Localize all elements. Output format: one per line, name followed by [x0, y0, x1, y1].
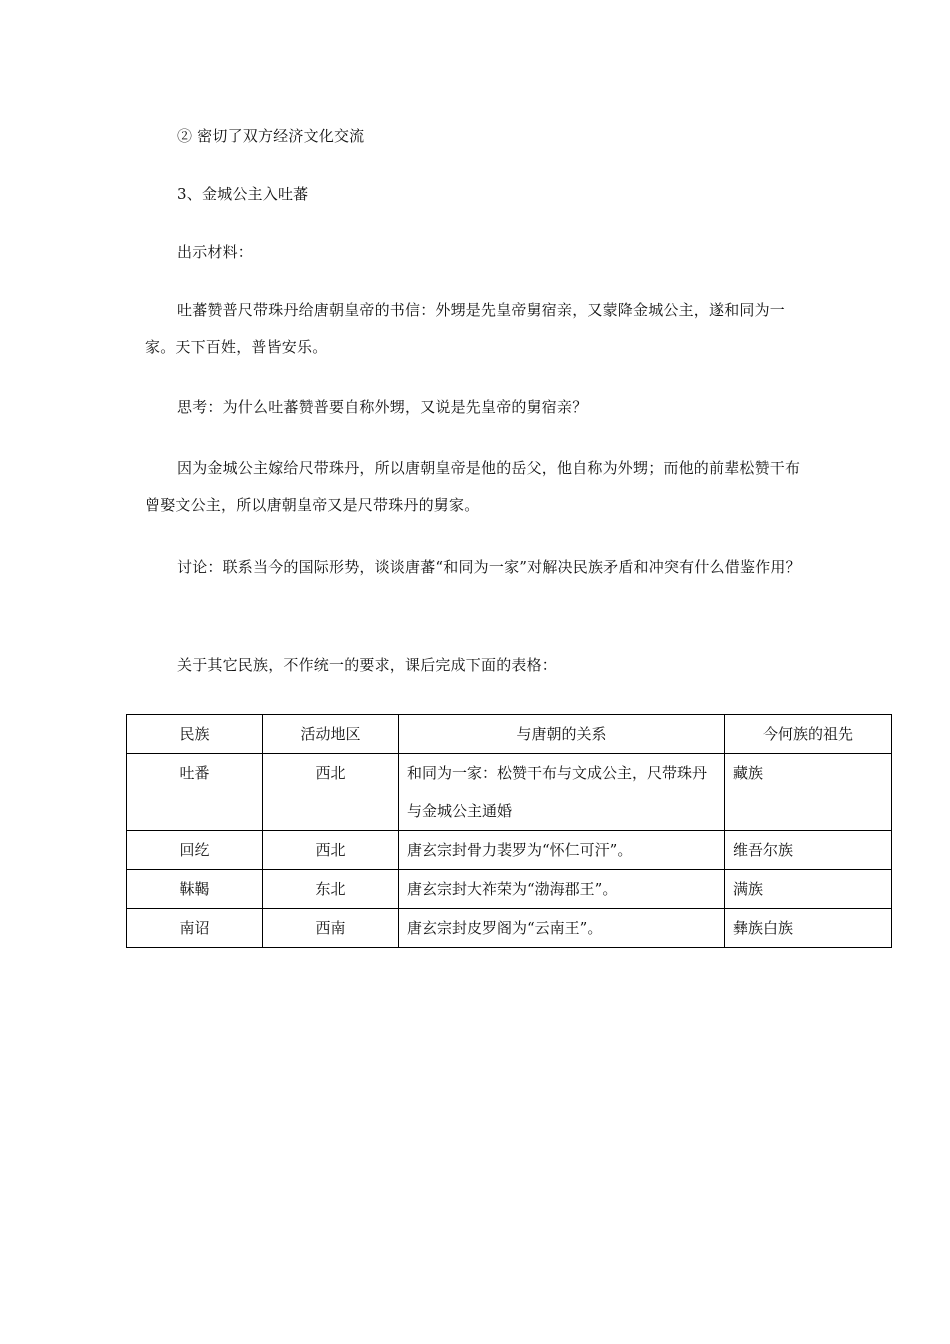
paragraph-letter-quote: 吐蕃赞普尺带珠丹给唐朝皇帝的书信：外甥是先皇帝舅宿亲，又蒙降金城公主，遂和同为一家。天下百姓，普皆安乐。	[145, 301, 786, 356]
header-activity-region: 活动地区	[263, 715, 399, 754]
table-row	[127, 831, 892, 870]
cell-ancestor: 维吾尔族	[725, 831, 892, 870]
cell-region: 西北	[263, 831, 399, 870]
paragraph-economic-exchange: ② 密切了双方经济文化交流	[177, 127, 365, 145]
cell-ancestor: 满族	[725, 870, 892, 909]
cell-region: 西南	[263, 909, 399, 948]
cell-ancestor: 彝族白族	[725, 909, 892, 948]
cell-relation: 唐玄宗封皮罗阁为“云南王”。	[399, 909, 725, 948]
paragraph-answer: 因为金城公主嫁给尺带珠丹，所以唐朝皇帝是他的岳父，他自称为外甥；而他的前辈松赞干布曾娶文公主，所以唐朝皇帝又是尺带珠丹的舅家。	[145, 459, 801, 514]
cell-ethnic-group: 靺鞨	[127, 870, 263, 909]
section-heading-jincheng: 3、金城公主入吐蕃	[177, 185, 309, 203]
table-row	[127, 870, 892, 909]
header-modern-ancestor: 今何族的祖先	[725, 715, 892, 754]
ethnic-groups-table	[126, 714, 892, 948]
cell-ethnic-group: 南诏	[127, 909, 263, 948]
paragraph-table-intro: 关于其它民族，不作统一的要求，课后完成下面的表格：	[177, 656, 558, 674]
cell-relation: 和同为一家：松赞干布与文成公主，尺带珠丹与金城公主通婚	[399, 754, 725, 831]
cell-region: 东北	[263, 870, 399, 909]
cell-relation: 唐玄宗封大祚荣为“渤海郡王”。	[399, 870, 725, 909]
paragraph-show-material: 出示材料：	[177, 243, 254, 261]
paragraph-question: 思考：为什么吐蕃赞普要自称外甥，又说是先皇帝的舅宿亲？	[177, 398, 588, 416]
cell-ancestor: 藏族	[725, 754, 892, 831]
paragraph-discussion: 讨论：联系当今的国际形势，谈谈唐蕃“和同为一家”对解决民族矛盾和冲突有什么借鉴作用？	[177, 558, 801, 576]
cell-relation: 唐玄宗封骨力裴罗为“怀仁可汗”。	[399, 831, 725, 870]
header-relation-with-tang: 与唐朝的关系	[399, 715, 725, 754]
table-row	[127, 909, 892, 948]
cell-region: 西北	[263, 754, 399, 831]
cell-ethnic-group: 吐番	[127, 754, 263, 831]
table-row	[127, 754, 892, 831]
header-ethnic-group: 民族	[127, 715, 263, 754]
cell-ethnic-group: 回纥	[127, 831, 263, 870]
table-header-row	[127, 715, 892, 754]
